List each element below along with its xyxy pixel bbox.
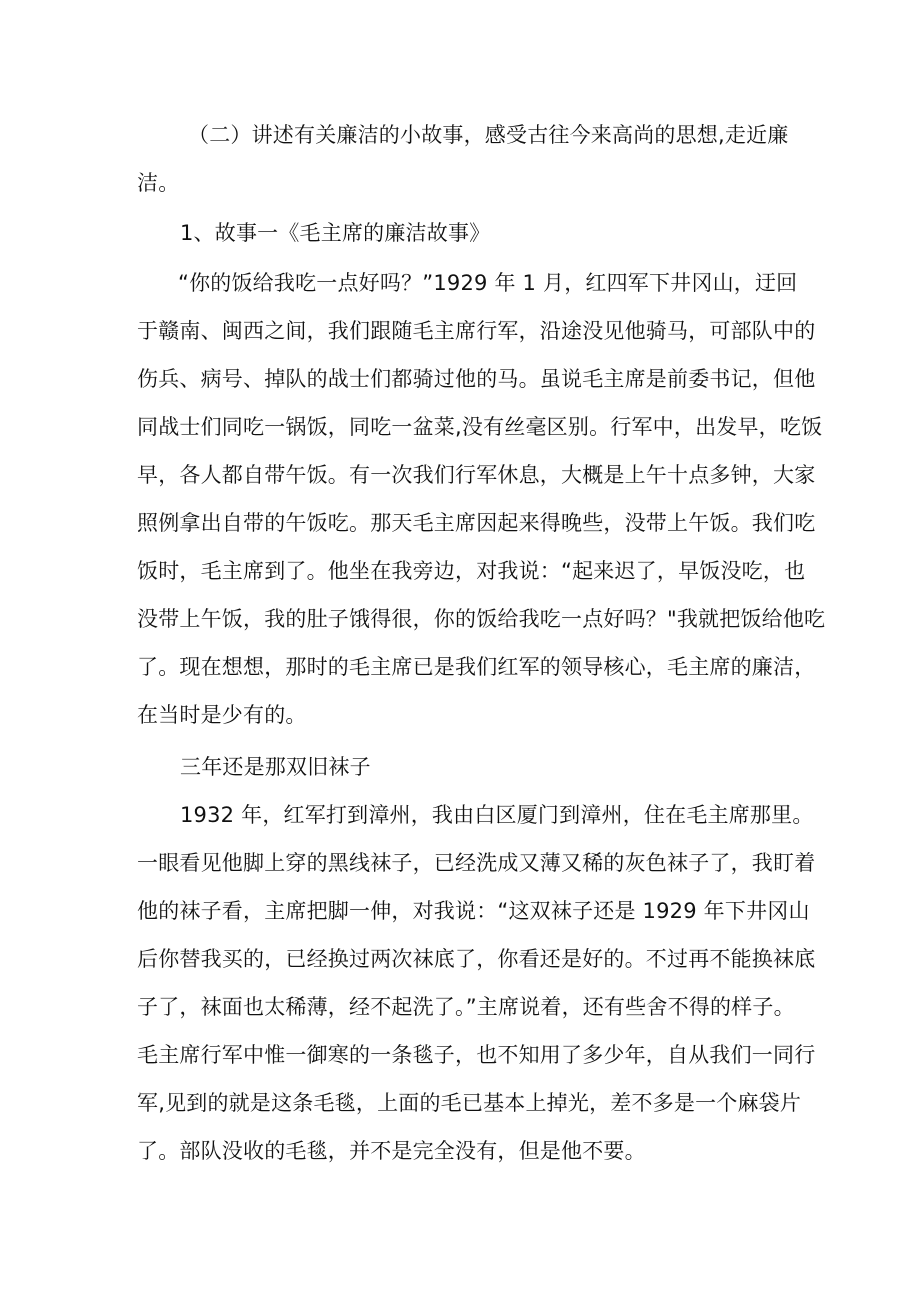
story2-title: 三年还是那双旧袜子 bbox=[180, 755, 371, 779]
story1-line-7: 饭时，毛主席到了。他坐在我旁边，对我说：“起来迟了，早饭没吃，也 bbox=[137, 559, 806, 583]
story1-line-9: 了。现在想想，那时的毛主席已是我们红军的领导核心，毛主席的廉洁， bbox=[137, 655, 816, 679]
story2-line-5: 子了，袜面也太稀薄，经不起洗了。”主席说着，还有些舍不得的样子。 bbox=[137, 995, 795, 1019]
section-heading-line-2: 洁。 bbox=[137, 171, 180, 195]
story1-line-6: 照例拿出自带的午饭吃。那天毛主席因起来得晚些，没带上午饭。我们吃 bbox=[137, 511, 816, 535]
story2-line-8: 了。部队没收的毛毯，并不是完全没有，但是他不要。 bbox=[137, 1139, 646, 1163]
story2-line-3: 他的袜子看，主席把脚一伸，对我说：“这双袜子还是 1929 年下井冈山 bbox=[137, 899, 810, 923]
section-heading-line-1: （二）讲述有关廉洁的小故事，感受古往今来高尚的思想,走近廉 bbox=[188, 123, 789, 147]
story2-line-4: 后你替我买的，已经换过两次袜底了，你看还是好的。不过再不能换袜底 bbox=[137, 947, 816, 971]
story2-line-1: 1932 年，红军打到漳州，我由白区厦门到漳州，住在毛主席那里。 bbox=[180, 803, 814, 827]
story1-line-4: 同战士们同吃一锅饭，同吃一盆菜,没有丝毫区别。行军中，出发早，吃饭 bbox=[137, 415, 823, 439]
story1-line-3: 伤兵、病号、掉队的战士们都骑过他的马。虽说毛主席是前委书记，但他 bbox=[137, 367, 816, 391]
story1-line-1: “你的饭给我吃一点好吗？”1929 年 1 月，红四军下井冈山，迂回 bbox=[178, 271, 798, 295]
story1-line-8: 没带上午饭，我的肚子饿得很，你的饭给我吃一点好吗？"我就把饭给他吃 bbox=[137, 607, 826, 631]
story1-title: 1、故事一《毛主席的廉洁故事》 bbox=[180, 221, 491, 245]
story1-line-2: 于赣南、闽西之间，我们跟随毛主席行军，沿途没见他骑马，可部队中的 bbox=[137, 319, 816, 343]
story2-line-7: 军,见到的就是这条毛毯，上面的毛已基本上掉光，差不多是一个麻袋片 bbox=[137, 1091, 802, 1115]
story2-line-2: 一眼看见他脚上穿的黑线袜子，已经洗成又薄又稀的灰色袜子了，我盯着 bbox=[137, 851, 816, 875]
story2-line-6: 毛主席行军中惟一御寒的一条毯子，也不知用了多少年，自从我们一同行 bbox=[137, 1043, 816, 1067]
story1-line-10: 在当时是少有的。 bbox=[137, 703, 307, 727]
story1-line-5: 早，各人都自带午饭。有一次我们行军休息，大概是上午十点多钟，大家 bbox=[137, 463, 816, 487]
